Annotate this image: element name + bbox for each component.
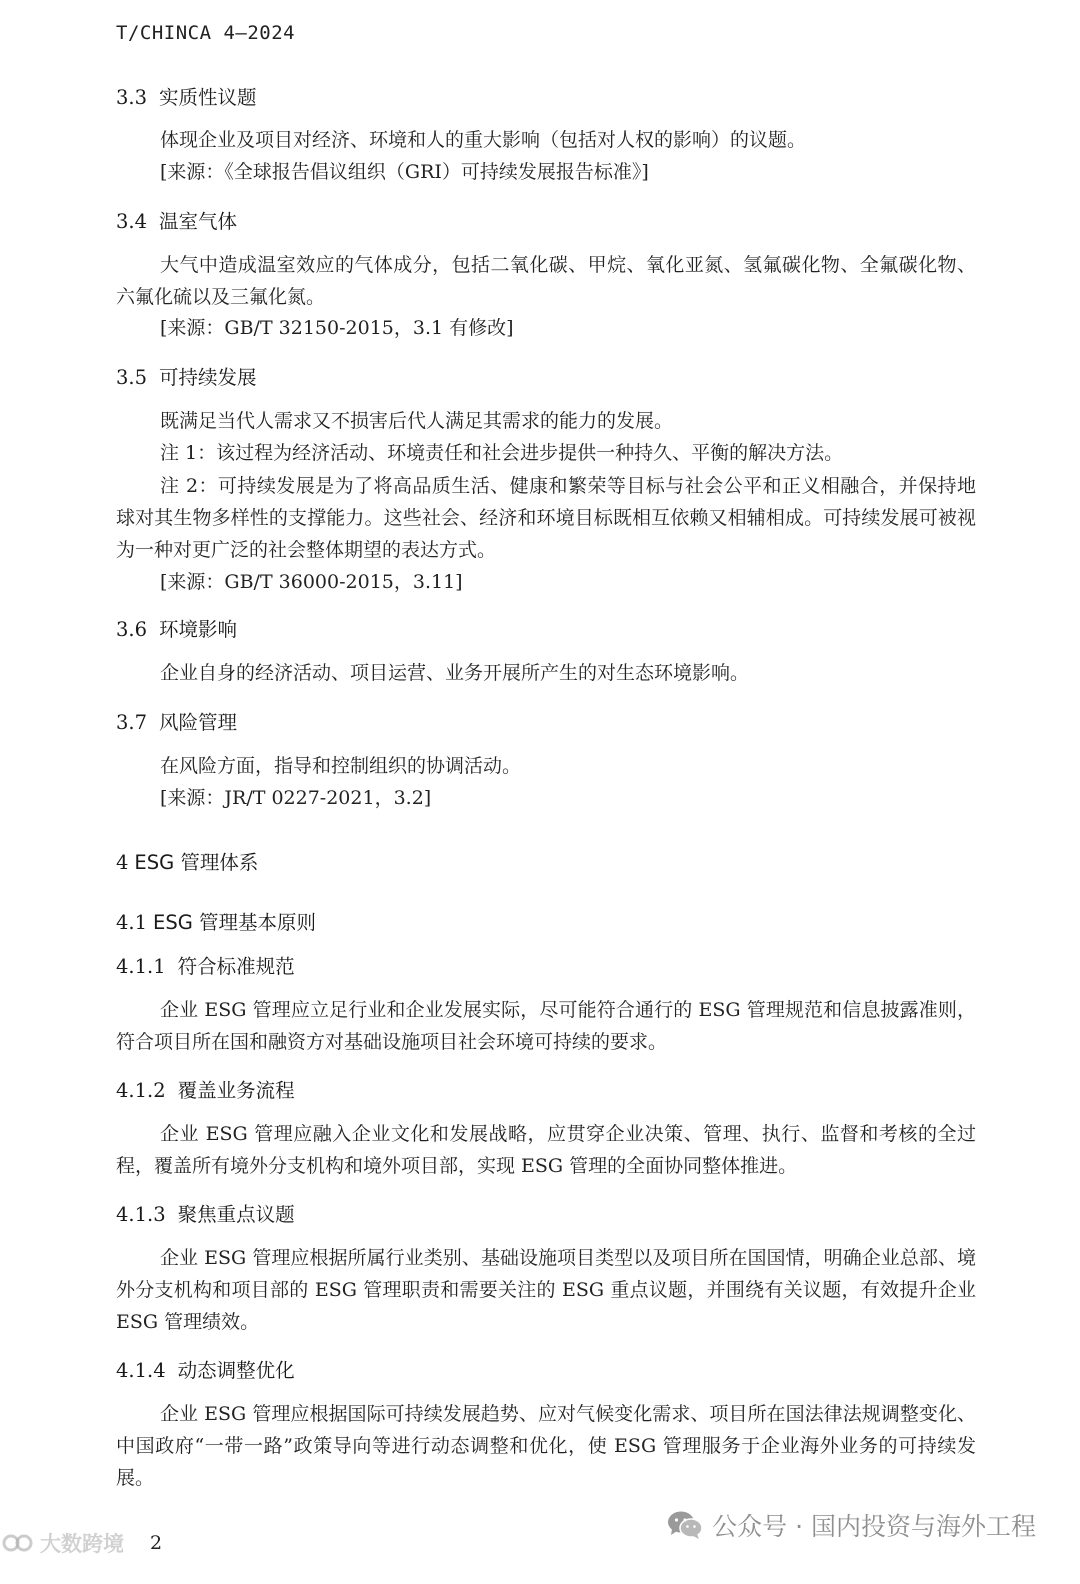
body-4-1-3: 企业 ESG 管理应根据所属行业类别、基础设施项目类型以及项目所在国国情，明确企业总部、境外分支机构和项目部的 ESG 管理职责和需要关注的 ESG 重点议题，并围绕有关议题，有效提升企业 ESG 管理绩效。	[116, 1247, 976, 1333]
section-number: 3.3	[116, 86, 148, 109]
section-title: 符合标准规范	[177, 955, 295, 978]
section-number: 4.1.4	[116, 1359, 166, 1382]
wechat-icon	[666, 1509, 704, 1541]
section-title: 动态调整优化	[177, 1359, 295, 1382]
section-heading-3-7	[116, 707, 237, 735]
watermark-left-text: 大数跨境	[40, 1532, 124, 1556]
source-3-4: [来源：GB/T 32150-2015，3.1 有修改]	[160, 317, 514, 339]
section-heading-4-1-1	[116, 951, 295, 979]
chapter-heading-4	[116, 847, 258, 875]
section-number: 3.4	[116, 210, 148, 233]
section-heading-4-1-4	[116, 1355, 295, 1383]
definition-3-6: 企业自身的经济活动、项目运营、业务开展所产生的对生态环境影响。	[160, 662, 750, 684]
document-code: T/CHINCA 4—2024	[116, 22, 296, 44]
source-3-7: [来源：JR/T 0227-2021，3.2]	[160, 787, 432, 809]
section-heading-3-6	[116, 614, 237, 642]
source-3-3: [来源：《全球报告倡议组织（GRI）可持续发展报告标准》]	[160, 161, 649, 183]
watermark-logo-icon	[2, 1530, 36, 1556]
watermark-right-text: 公众号 · 国内投资与海外工程	[712, 1512, 1036, 1541]
body-4-1-4: 企业 ESG 管理应根据国际可持续发展趋势、应对气候变化需求、项目所在国法律法规调整变化、中国政府“一带一路”政策导向等进行动态调整和优化，使 ESG 管理服务于企业海外业务的可持续发展。	[116, 1403, 976, 1489]
source-3-5: [来源：GB/T 36000-2015，3.11]	[160, 571, 463, 593]
section-heading-4-1-2	[116, 1075, 295, 1103]
section-heading-3-3	[116, 82, 257, 110]
section-number: 4	[116, 851, 129, 874]
section-number: 4.1.3	[116, 1203, 166, 1226]
definition-3-7: 在风险方面，指导和控制组织的协调活动。	[160, 755, 522, 777]
section-title: ESG 管理基本原则	[153, 911, 317, 934]
definition-3-3: 体现企业及项目对经济、环境和人的重大影响（包括对人权的影响）的议题。	[160, 129, 807, 151]
section-number: 3.5	[116, 366, 148, 389]
section-number: 4.1.1	[116, 955, 166, 978]
watermark-right	[666, 1507, 1036, 1543]
page-number: 2	[150, 1532, 163, 1554]
section-number: 3.6	[116, 618, 148, 641]
section-heading-3-4	[116, 206, 237, 234]
body-4-1-1: 企业 ESG 管理应立足行业和企业发展实际，尽可能符合通行的 ESG 管理规范和信息披露准则，符合项目所在国和融资方对基础设施项目社会环境可持续的要求。	[116, 999, 976, 1053]
section-heading-4-1	[116, 907, 316, 935]
section-title: 温室气体	[159, 210, 238, 233]
section-heading-3-5	[116, 362, 257, 390]
definition-3-4: 大气中造成温室效应的气体成分，包括二氧化碳、甲烷、氧化亚氮、氢氟碳化物、全氟碳化物、六氟化硫以及三氟化氮。	[116, 254, 976, 308]
section-number: 3.7	[116, 711, 148, 734]
section-title: 风险管理	[159, 711, 238, 734]
body-4-1-2: 企业 ESG 管理应融入企业文化和发展战略，应贯穿企业决策、管理、执行、监督和考核的全过程，覆盖所有境外分支机构和境外项目部，实现 ESG 管理的全面协同整体推进。	[116, 1123, 976, 1177]
section-title: 环境影响	[159, 618, 238, 641]
section-title: 聚焦重点议题	[177, 1203, 295, 1226]
definition-3-5: 既满足当代人需求又不损害后代人满足其需求的能力的发展。	[160, 410, 674, 432]
section-number: 4.1.2	[116, 1079, 166, 1102]
watermark-left	[2, 1528, 124, 1558]
section-title: 覆盖业务流程	[177, 1079, 295, 1102]
section-title: 实质性议题	[159, 86, 257, 109]
section-heading-4-1-3	[116, 1199, 295, 1227]
section-title: 可持续发展	[159, 366, 257, 389]
note-2-3-5: 注 2：可持续发展是为了将高品质生活、健康和繁荣等目标与社会公平和正义相融合，并保持地球对其生物多样性的支撑能力。这些社会、经济和环境目标既相互依赖又相辅相成。可持续发展可被视为一种对更广泛的社会整体期望的表达方式。	[116, 475, 976, 561]
section-title: ESG 管理体系	[134, 851, 259, 874]
section-number: 4.1	[116, 911, 148, 934]
note-1-3-5: 注 1：该过程为经济活动、环境责任和社会进步提供一种持久、平衡的解决方法。	[160, 442, 844, 464]
